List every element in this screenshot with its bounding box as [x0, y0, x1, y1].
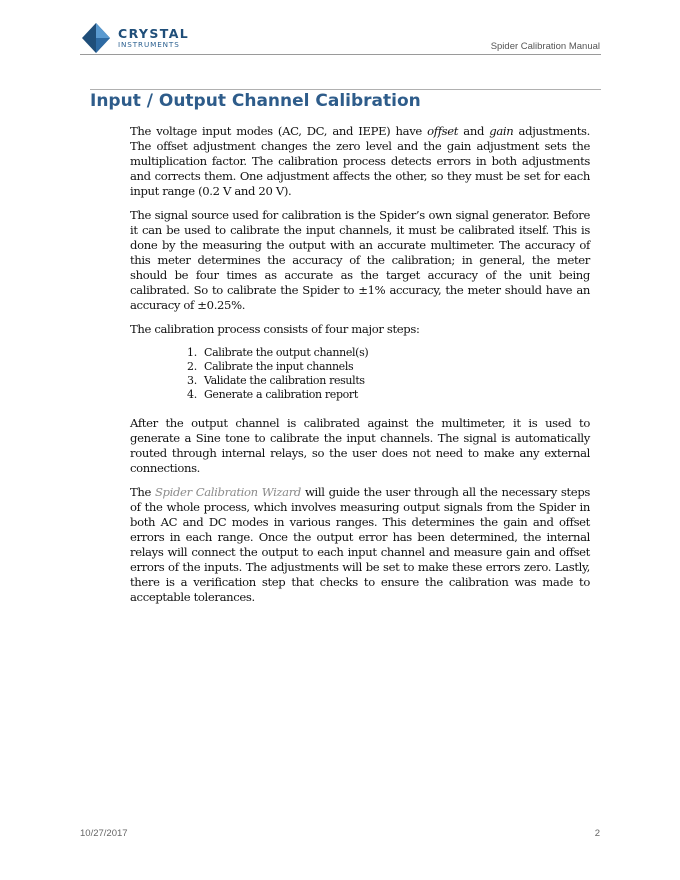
- crystal-instruments-logo: [82, 22, 202, 54]
- list-item: 3. Validate the calibration results: [200, 374, 590, 388]
- manual-title: Spider Calibration Manual: [490, 41, 600, 52]
- p5-text-a: The: [130, 485, 155, 499]
- paragraph-offset-gain: [130, 124, 590, 199]
- section-title: Input / Output Channel Calibration: [90, 91, 421, 111]
- list-item: 1. Calibrate the output channel(s): [200, 346, 590, 360]
- body-text: [130, 124, 590, 614]
- p1-text-b: adjustments. The offset adjustment changes the zero level and the gain adjustment sets the multiplication factor. The calibration process detects errors in both adjustments and corrects them. One adjustment affects the other, so they must be set for each input range (0.2 V and 20 V).: [130, 124, 590, 198]
- paragraph-steps-intro: The calibration process consists of four major steps:: [130, 322, 420, 336]
- paragraph-wizard: [130, 485, 590, 605]
- paragraph-output-channel: After the output channel is calibrated against the multimeter, it is used to generate a Sine tone to calibrate the input channels. The signal is automatically routed through internal relays, so the user does not need to make any external connections.: [130, 416, 590, 475]
- logo-wordmark: CRYSTAL: [118, 26, 190, 41]
- p1-text-a: The voltage input modes (AC, DC, and IEPE) have: [130, 124, 428, 138]
- calibration-wizard-link[interactable]: Spider Calibration Wizard: [154, 485, 302, 499]
- logo-subtitle: INSTRUMENTS: [118, 40, 180, 49]
- term-offset: offset: [427, 124, 459, 138]
- crystal-logo-icon: [82, 22, 116, 54]
- paragraph-signal-source: The signal source used for calibration is the Spider’s own signal generator. Before it can be used to calibrate the input channels, it must be calibrated itself. This is done by the measuring the output with an accurate multimeter. The accuracy of this meter determines the accuracy of the calibration; in general, the meter should be four times as accurate as the target accuracy of the unit being calibrated. So to calibrate the Spider to ±1% accuracy, the meter should have an accuracy of ±0.25%.: [130, 208, 590, 312]
- p5-text-b: will guide the user through all the necessary steps of the whole process, which involves measuring output signals from the Spider in both AC and DC modes in various ranges. This determines the gain and offset errors in each range. Once the output error has been determined, the internal relays will connect the output to each input channel and measure gain and offset errors of the inputs. The adjustments will be set to make these errors zero. Lastly, there is a verification step that checks to ensure the calibration was made to acceptable tolerances.: [130, 485, 590, 604]
- section-divider: [90, 89, 601, 90]
- calibration-steps-list: [130, 346, 590, 402]
- term-gain: gain: [489, 124, 514, 138]
- page-number: 2: [594, 828, 600, 839]
- p1-text-and: and: [458, 124, 490, 138]
- header-divider: [80, 54, 601, 55]
- list-item: 4. Generate a calibration report: [200, 388, 590, 402]
- footer-date: 10/27/2017: [80, 828, 128, 839]
- list-item: 2. Calibrate the input channels: [200, 360, 590, 374]
